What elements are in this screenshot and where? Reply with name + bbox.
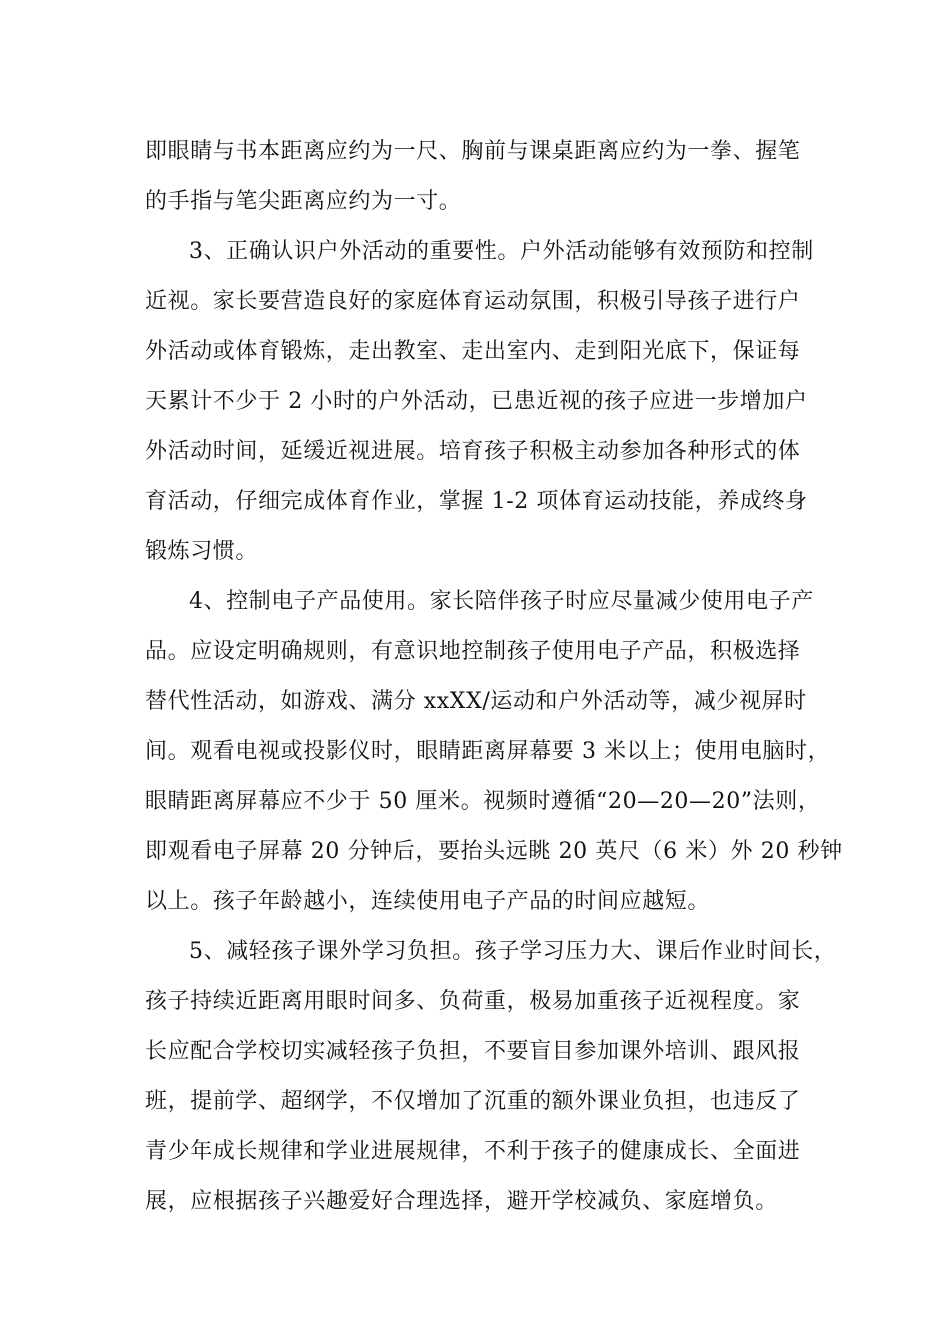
text-line: 品。应设定明确规则，有意识地控制孩子使用电子产品，积极选择 <box>145 639 801 664</box>
text-line: 近视。家长要营造良好的家庭体育运动氛围，积极引导孩子进行户 <box>145 289 801 314</box>
text-line: 以上。孩子年龄越小，连续使用电子产品的时间应越短。 <box>145 889 711 914</box>
text-line: 即眼睛与书本距离应约为一尺、胸前与课桌距离应约为一拳、握笔 <box>145 139 801 164</box>
text-line: 眼睛距离屏幕应不少于 50 厘米。视频时遵循“20—20—20”法则， <box>145 789 821 814</box>
text-line: 间。观看电视或投影仪时，眼睛距离屏幕要 3 米以上；使用电脑时， <box>145 739 831 764</box>
text-line: 锻炼习惯。 <box>145 539 259 564</box>
text-line: 外活动或体育锻炼，走出教室、走出室内、走到阳光底下，保证每 <box>145 339 801 364</box>
text-line: 长应配合学校切实减轻孩子负担，不要盲目参加课外培训、跟风报 <box>145 1039 801 1064</box>
text-line: 育活动，仔细完成体育作业，掌握 1-2 项体育运动技能，养成终身 <box>145 489 808 514</box>
paragraph-first-line: 3、正确认识户外活动的重要性。户外活动能够有效预防和控制 <box>189 239 814 264</box>
paragraph-first-line: 5、减轻孩子课外学习负担。孩子学习压力大、课后作业时间长， <box>189 939 837 964</box>
text-line: 外活动时间，延缓近视进展。培育孩子积极主动参加各种形式的体 <box>145 439 801 464</box>
text-line: 即观看电子屏幕 20 分钟后，要抬头远眺 20 英尺（6 米）外 20 秒钟 <box>145 839 843 864</box>
text-line: 替代性活动，如游戏、满分 xxXX/运动和户外活动等，减少视屏时 <box>145 689 807 714</box>
text-line: 班，提前学、超纲学，不仅增加了沉重的额外课业负担，也违反了 <box>145 1089 801 1114</box>
text-line: 的手指与笔尖距离应约为一寸。 <box>145 189 462 214</box>
text-line: 展，应根据孩子兴趣爱好合理选择，避开学校减负、家庭增负。 <box>145 1189 778 1214</box>
paragraph-first-line: 4、控制电子产品使用。家长陪伴孩子时应尽量减少使用电子产 <box>189 589 814 614</box>
text-line: 青少年成长规律和学业进展规律，不利于孩子的健康成长、全面进 <box>145 1139 801 1164</box>
text-line: 孩子持续近距离用眼时间多、负荷重，极易加重孩子近视程度。家 <box>145 989 801 1014</box>
text-line: 天累计不少于 2 小时的户外活动，已患近视的孩子应进一步增加户 <box>145 389 808 414</box>
